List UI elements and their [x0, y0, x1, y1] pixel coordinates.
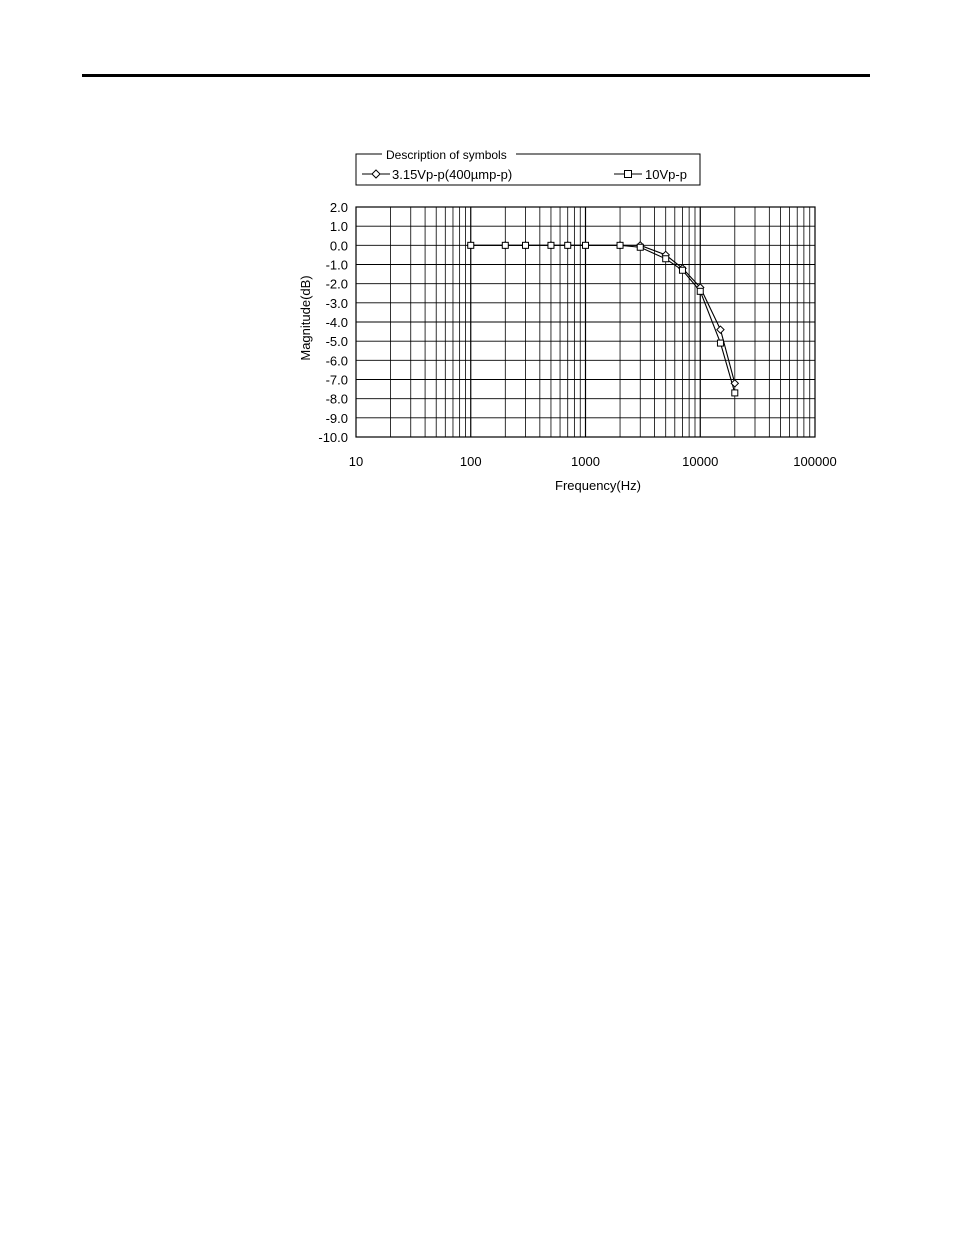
y-tick-label: -9.0	[325, 410, 348, 426]
y-tick-label: -1.0	[325, 257, 348, 273]
y-tick-label: 1.0	[329, 219, 348, 235]
frequency-response-chart	[0, 0, 954, 560]
x-tick-label: 1000	[571, 454, 600, 469]
legend-title: Description of symbols	[386, 148, 507, 162]
y-tick-label: -6.0	[325, 353, 348, 369]
data-point-square	[522, 242, 528, 248]
y-tick-label: -7.0	[325, 372, 348, 388]
y-tick-label: -4.0	[325, 315, 348, 330]
y-tick-label: 2.0	[329, 200, 348, 215]
legend-item-label: 3.15Vp-p(400µmp-p)	[392, 167, 513, 182]
y-tick-label: -5.0	[325, 334, 348, 350]
data-point-square	[663, 256, 669, 262]
data-point-square	[637, 244, 643, 250]
y-tick-label: 0.0	[329, 238, 348, 254]
legend-diamond-marker	[372, 170, 380, 178]
data-point-square	[732, 390, 738, 396]
data-point-square	[679, 267, 685, 273]
x-tick-label: 10000	[682, 454, 719, 469]
legend-square-marker	[625, 171, 632, 178]
x-axis-label: Frequency(Hz)	[555, 478, 641, 493]
legend-item-label: 10Vp-p	[645, 167, 687, 182]
y-axis-label: Magnitude(dB)	[298, 275, 313, 361]
data-point-square	[583, 242, 589, 248]
legend	[356, 148, 700, 185]
y-tick-label: -3.0	[325, 295, 348, 311]
data-point-square	[697, 288, 703, 294]
y-tick-label: -8.0	[325, 391, 348, 407]
data-point-square	[548, 242, 554, 248]
y-tick-label: -2.0	[325, 276, 348, 292]
x-tick-label: 100000	[793, 454, 837, 469]
data-point-square	[617, 242, 623, 248]
data-point-square	[717, 340, 723, 346]
data-point-square	[468, 242, 474, 248]
data-point-square	[565, 242, 571, 248]
data-point-square	[502, 242, 508, 248]
y-tick-label: -10.0	[318, 430, 348, 445]
x-tick-label: 100	[459, 454, 482, 469]
data-point-diamond	[717, 326, 724, 333]
x-tick-label: 10	[348, 454, 364, 469]
